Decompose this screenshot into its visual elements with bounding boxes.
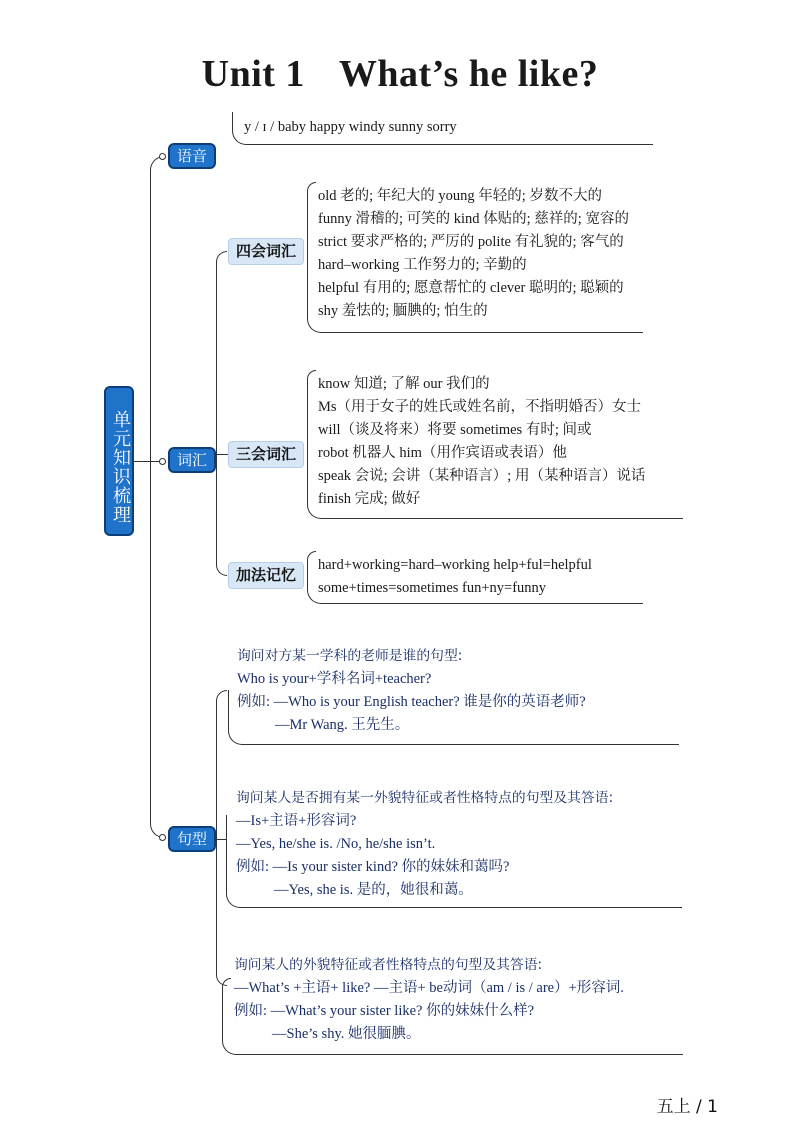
node-dot-vocab: [159, 458, 166, 465]
addition-memory-label: 加法记忆: [228, 562, 304, 589]
four-skill-vocab-label: 四会词汇: [228, 238, 304, 265]
sentence-group-3: [234, 954, 624, 1046]
page-title: [0, 52, 800, 96]
unit-number: Unit 1: [201, 53, 305, 95]
four-skill-vocab-list: [318, 185, 629, 323]
four-skill-line: funny 滑稽的; 可笑的 kind 体贴的; 慈祥的; 宽容的: [318, 211, 629, 227]
sentence-example-answer: —Mr Wang. 王先生。: [275, 717, 410, 733]
sentence-example: 例如: —What’s your sister like? 你的妹妹什么样?: [234, 1003, 535, 1019]
sentence-group-3-bracket-upper: [222, 978, 231, 995]
addition-memory-list: [318, 554, 592, 600]
phonics-line: y / ɪ / baby happy windy sunny sorry: [244, 119, 457, 135]
four-skill-line: strict 要求严格的; 严厉的 polite 有礼貌的; 客气的: [318, 234, 624, 250]
phonics-node: 语音: [168, 143, 216, 169]
three-skill-line: Ms（用于女子的姓氏或姓名前，不指明婚否）女士: [318, 399, 642, 415]
trunk-upper: [150, 156, 165, 462]
sentence-group-3-header: 询问某人的外貌特征或者性格特点的句型及其答语:: [234, 957, 543, 973]
addition-line: hard+working=hard–working help+ful=helpful: [318, 557, 592, 573]
page-number: 五上 / 1: [656, 1097, 718, 1117]
vocab-branch-upper: [216, 251, 227, 462]
node-dot-phonics: [159, 153, 166, 160]
sentence-pattern: Who is your+学科名词+teacher?: [237, 671, 432, 687]
sentence-example-answer: —She’s shy. 她很腼腆。: [272, 1026, 421, 1042]
sentence-pattern: —What’s +主语+ like? —主语+ be动词（am / is / are）+形容词.: [234, 980, 624, 996]
sentence-example: 例如: —Who is your English teacher? 谁是你的英语老师?: [237, 694, 586, 710]
sentence-pattern-answer: —Yes, he/she is. /No, he/she isn’t.: [236, 836, 436, 852]
sentence-group-1: [237, 645, 586, 737]
root-connector: [134, 461, 150, 462]
unit-question: What’s he like?: [338, 53, 599, 95]
sentences-node: 句型: [168, 826, 216, 852]
vocab-branch-lower: [216, 461, 227, 576]
trunk-lower: [150, 461, 165, 838]
four-skill-line: shy 羞怯的; 腼腆的; 怕生的: [318, 303, 488, 319]
addition-line: some+times=sometimes fun+ny=funny: [318, 580, 547, 596]
sentence-group-2-header: 询问某人是否拥有某一外貌特征或者性格特点的句型及其答语:: [236, 790, 614, 806]
three-skill-line: know 知道; 了解 our 我们的: [318, 376, 490, 392]
three-skill-connector: [216, 454, 228, 455]
three-skill-line: robot 机器人 him（用作宾语或表语）他: [318, 445, 567, 461]
three-skill-line: will（谈及将来）将要 sometimes 有时; 间或: [318, 422, 592, 438]
vocab-node: 词汇: [168, 447, 216, 473]
sentence-example-answer: —Yes, she is. 是的，她很和蔼。: [274, 882, 473, 898]
three-skill-vocab-list: [318, 373, 645, 511]
sentence-pattern: —Is+主语+形容词?: [236, 813, 357, 829]
root-node: 单元知识梳理: [104, 386, 134, 536]
four-skill-bracket-upper: [307, 182, 316, 251]
sentence-group-2: [236, 787, 613, 902]
sentence-group-2-connector: [216, 839, 226, 840]
three-skill-vocab-label: 三会词汇: [228, 441, 304, 468]
three-skill-line: speak 会说; 会讲（某种语言）; 用（某种语言）说话: [318, 468, 646, 484]
node-dot-sentences: [159, 834, 166, 841]
four-skill-line: old 老的; 年纪大的 young 年轻的; 岁数不大的: [318, 188, 602, 204]
three-skill-bracket-upper: [307, 370, 316, 455]
four-skill-line: helpful 有用的; 愿意帮忙的 clever 聪明的; 聪颖的: [318, 280, 624, 296]
three-skill-line: finish 完成; 做好: [318, 491, 421, 507]
sentence-group-1-header: 询问对方某一学科的老师是谁的句型:: [237, 648, 463, 664]
four-skill-line: hard–working 工作努力的; 辛勤的: [318, 257, 527, 273]
sentence-example: 例如: —Is your sister kind? 你的妹妹和蔼吗?: [236, 859, 510, 875]
addition-bracket-upper: [307, 551, 316, 576]
